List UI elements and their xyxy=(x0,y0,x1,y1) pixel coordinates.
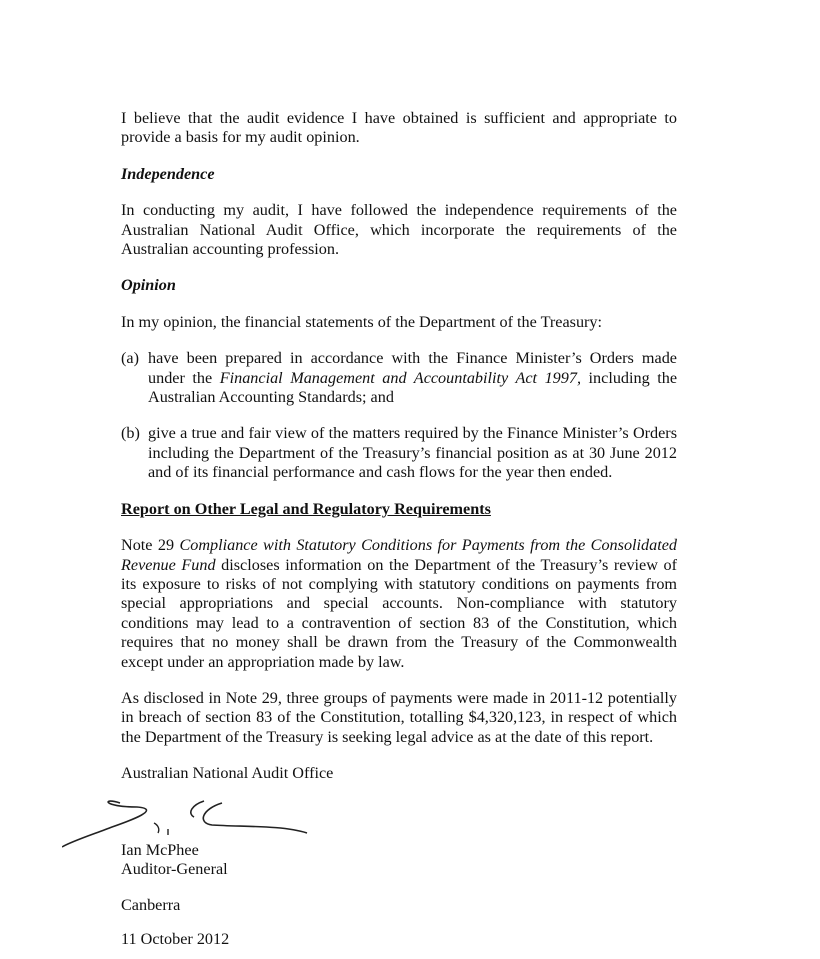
signatory-name: Ian McPhee xyxy=(121,841,199,859)
independence-paragraph: In conducting my audit, I have followed the independence requirements of the Australian National Audit Office, which incorporate the requirements of the Australian accounting profession. xyxy=(121,201,677,259)
note-title: Compliance with Statutory Conditions for Payments from the Consolidated Revenue Fund xyxy=(121,536,677,574)
evidence-paragraph: I believe that the audit evidence I have obtained is sufficient and appropriate to provide a basis for my audit opinion. xyxy=(121,109,677,147)
opinion-item-a xyxy=(121,349,677,407)
act-title: Financial Management and Accountability Act 1997, xyxy=(219,368,581,387)
independence-heading: Independence xyxy=(121,164,215,183)
office-name: Australian National Audit Office xyxy=(121,764,334,783)
note-29-paragraph xyxy=(121,536,677,672)
opinion-item-b xyxy=(121,424,677,482)
item-text-part: have been prepared in accordance with the Finance Minister’s Orders made under the xyxy=(148,349,677,387)
item-text xyxy=(148,349,677,407)
signatory-title: Auditor-General xyxy=(121,860,228,878)
document-body xyxy=(121,109,677,784)
paragraph-text-part: Note 29 xyxy=(121,536,180,555)
opinion-heading: Opinion xyxy=(121,276,176,295)
paragraph-text-part: discloses information on the Department of the Treasury’s review of its exposure to risks of not complying with statutory conditions on payments from special appropriations and special accounts. Non-compliance with statutory conditions may lead to a contravention of section 83 of the Constitution, which requires that no money shall be drawn from the Treasury of the Commonwealth except under an appropriation made by law. xyxy=(121,555,677,671)
item-text-part: including the Australian Accounting Standards; and xyxy=(148,368,678,407)
item-label: (b) xyxy=(121,424,140,443)
item-text: give a true and fair view of the matters required by the Finance Minister’s Orders including the Department of the Treasury’s financial position as at 30 June 2012 and of its financial performance and cash flows for the year then ended. xyxy=(148,424,677,482)
item-label: (a) xyxy=(121,349,139,368)
report-date: 11 October 2012 xyxy=(121,930,230,948)
other-requirements-heading: Report on Other Legal and Regulatory Requirements xyxy=(121,499,491,518)
breach-paragraph: As disclosed in Note 29, three groups of payments were made in 2011-12 potentially in breach of section 83 of the Constitution, totalling $4,320,123, in respect of which the Department of the Treasury is seeking legal advice as at the date of this report. xyxy=(121,688,677,746)
place: Canberra xyxy=(121,896,181,914)
opinion-intro: In my opinion, the financial statements of the Department of the Treasury: xyxy=(121,312,603,331)
